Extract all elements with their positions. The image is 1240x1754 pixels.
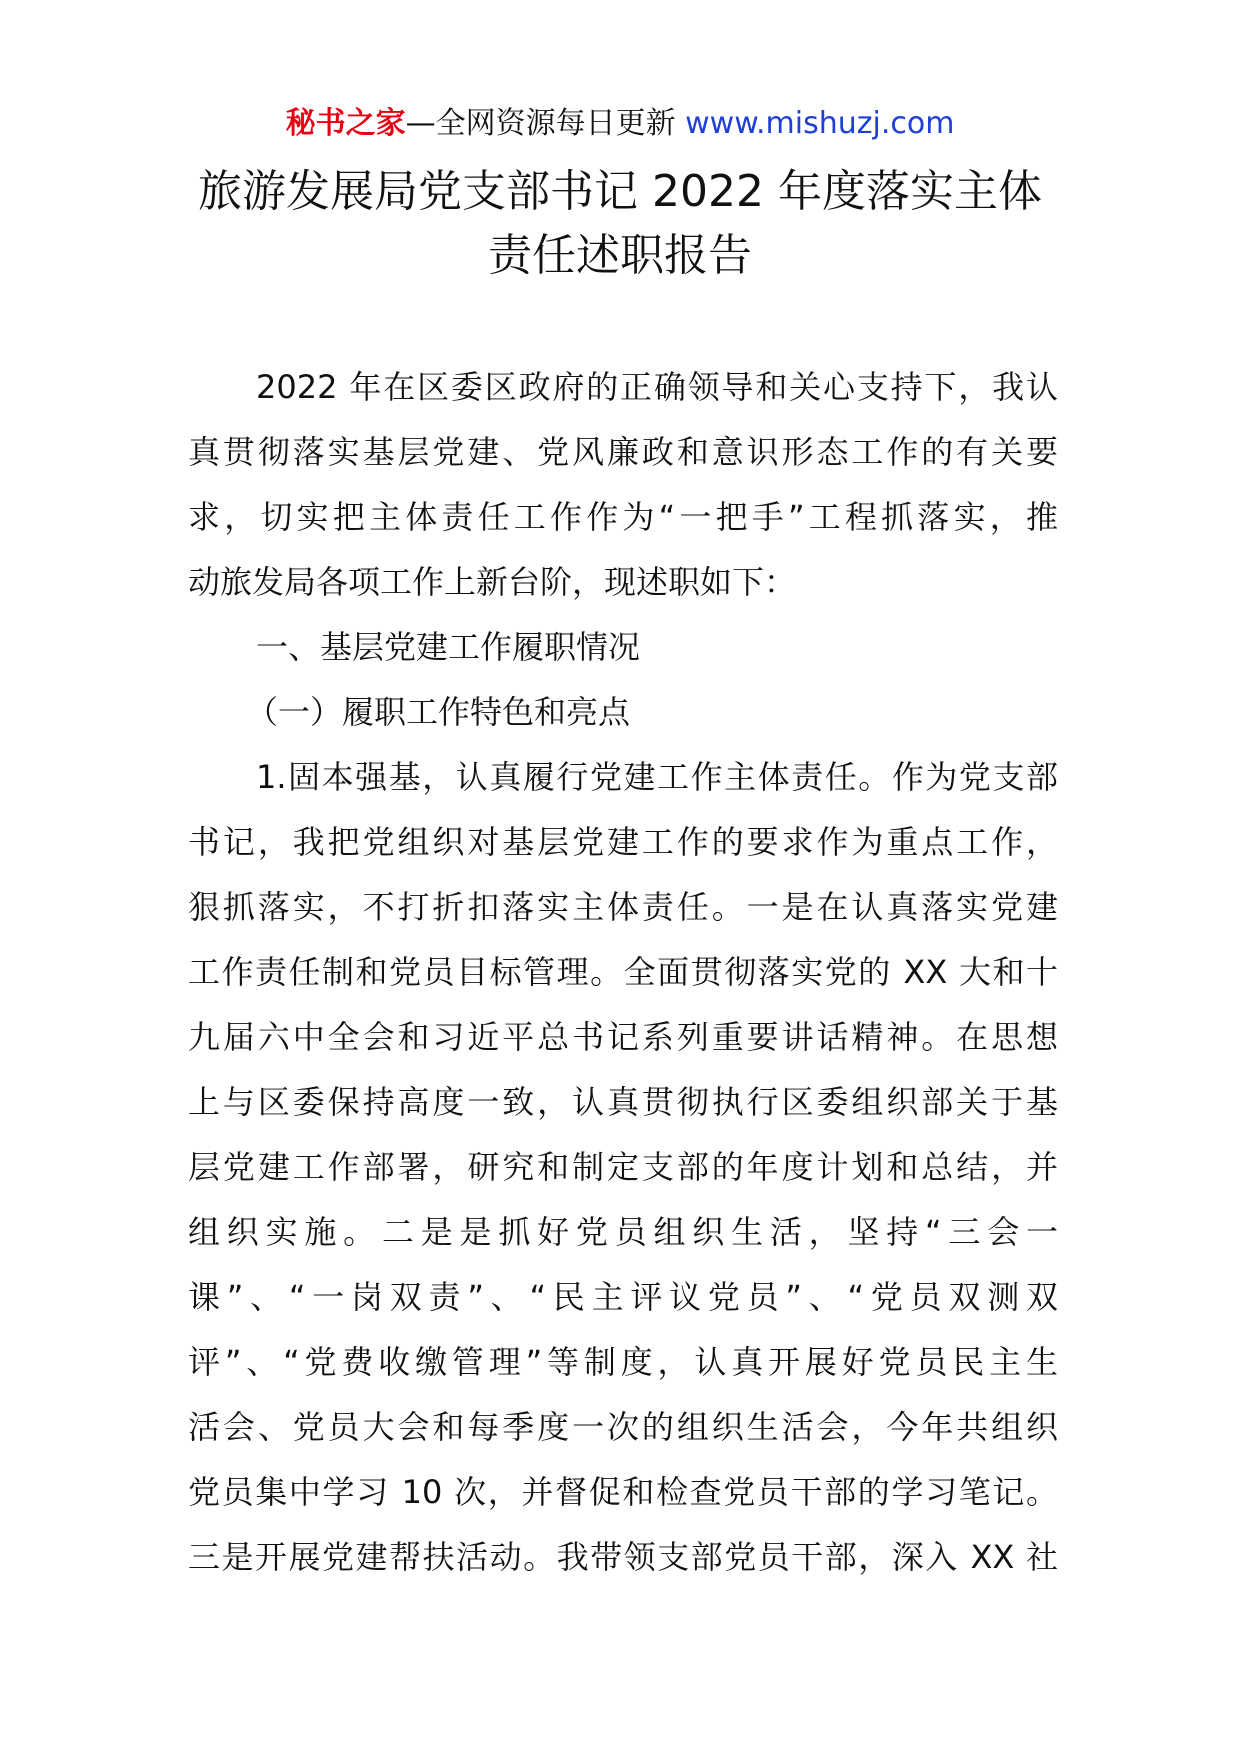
body-line: 三是开展党建帮扶活动。我带领支部党员干部，深入 XX 社 [188, 1538, 1058, 1576]
site-header [0, 104, 1240, 144]
body-line: 求，切实把主体责任工作作为“一把手”工程抓落实，推 [188, 498, 1058, 536]
body-line: 书记，我把党组织对基层党建工作的要求作为重点工作， [188, 823, 1058, 861]
body-line: 组织实施。二是是抓好党员组织生活，坚持“三会一 [188, 1213, 1058, 1251]
document-title [150, 160, 1090, 288]
header-slogan: —全网资源每日更新 [405, 106, 676, 141]
brand-name: 秘书之家 [285, 106, 406, 141]
body-line: 活会、党员大会和每季度一次的组织生活会，今年共组织 [188, 1408, 1058, 1446]
subsection-heading: （一）履职工作特色和亮点 [246, 693, 631, 731]
body-line: 课”、“一岗双责”、“民主评议党员”、“党员双测双 [188, 1278, 1058, 1316]
title-line-1: 旅游发展局党支部书记 2022 年度落实主体 [198, 166, 1042, 217]
section-heading: 一、基层党建工作履职情况 [256, 628, 641, 666]
body-line: 上与区委保持高度一致，认真贯彻执行区委组织部关于基 [188, 1083, 1058, 1121]
body-line: 党员集中学习 10 次，并督促和检查党员干部的学习笔记。 [188, 1473, 1058, 1511]
body-line: 层党建工作部署，研究和制定支部的年度计划和总结，并 [188, 1148, 1058, 1186]
site-url-link[interactable]: www.mishuzj.com [685, 106, 955, 141]
body-line: 1.固本强基，认真履行党建工作主体责任。作为党支部 [256, 758, 1058, 796]
body-line: 九届六中全会和习近平总书记系列重要讲话精神。在思想 [188, 1018, 1058, 1056]
body-line: 2022 年在区委区政府的正确领导和关心支持下，我认 [256, 368, 1058, 406]
body-line: 狠抓落实，不打折扣落实主体责任。一是在认真落实党建 [188, 888, 1058, 926]
title-line-2: 责任述职报告 [488, 230, 752, 281]
body-line: 工作责任制和党员目标管理。全面贯彻落实党的 XX 大和十 [188, 953, 1058, 991]
body-line: 动旅发局各项工作上新台阶，现述职如下： [188, 563, 797, 601]
body-line: 真贯彻落实基层党建、党风廉政和意识形态工作的有关要 [188, 433, 1058, 471]
document-body [188, 355, 1058, 1590]
body-line: 评”、“党费收缴管理”等制度，认真开展好党员民主生 [188, 1343, 1058, 1381]
